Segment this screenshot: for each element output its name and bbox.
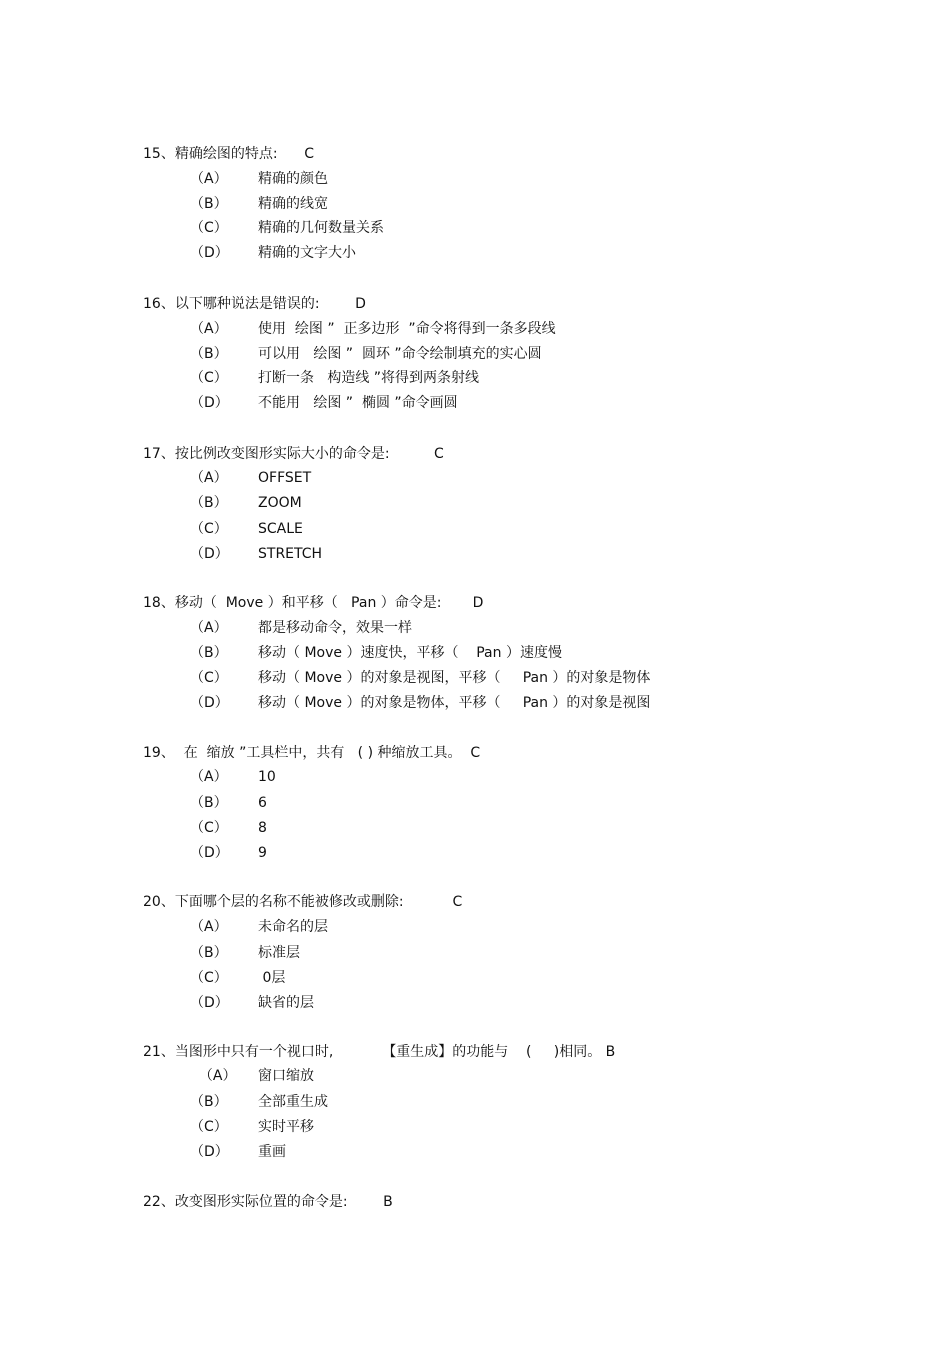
option-text: 标准层 [258, 945, 300, 961]
option-label: （B） [190, 196, 228, 212]
option-label: （A） [190, 1068, 237, 1084]
option-label: （A） [190, 470, 228, 486]
option-text: 实时平移 [258, 1119, 314, 1135]
answer-key: C [470, 745, 481, 761]
spacer [348, 1194, 384, 1210]
option-label: （D） [190, 695, 229, 711]
option-text: 移动（ Move ）的对象是物体，平移（ Pan ）的对象是视图 [258, 695, 651, 711]
option-label: （A） [190, 321, 228, 337]
question-text: 19、 在 缩放 ”工具栏中，共有 ( ) 种缩放工具。 [143, 745, 462, 761]
option-label: （B） [190, 945, 228, 961]
option-text: 可以用 绘图 ” 圆环 ”命令绘制填充的实心圆 [258, 346, 542, 362]
option-label: （A） [190, 171, 228, 187]
spacer [404, 894, 453, 910]
option-label: （D） [190, 245, 229, 261]
option-label: （B） [190, 495, 228, 511]
option-text: 全部重生成 [258, 1094, 328, 1110]
option-text: SCALE [258, 521, 303, 537]
option-text: 移动（ Move ）速度快，平移（ Pan ）速度慢 [258, 645, 562, 661]
option-text: STRETCH [258, 546, 323, 562]
option-text: 精确的几何数量关系 [258, 220, 384, 236]
option-text: OFFSET [258, 470, 312, 486]
option-label: （C） [190, 370, 228, 386]
option-text: 重画 [258, 1144, 286, 1160]
option-text: ZOOM [258, 495, 302, 511]
option-text: 窗口缩放 [258, 1068, 314, 1084]
option-text: 打断一条 构造线 ”将得到两条射线 [258, 370, 480, 386]
option-text: 未命名的层 [258, 919, 328, 935]
option-label: （C） [190, 1119, 228, 1135]
option-text: 缺省的层 [258, 995, 314, 1011]
option-text: 9 [258, 845, 267, 861]
option-label: （D） [190, 845, 229, 861]
question-stem [143, 892, 462, 912]
question-stem [143, 294, 366, 314]
option-label: （D） [190, 395, 229, 411]
option-label: （B） [190, 346, 228, 362]
question-stem [143, 743, 480, 763]
option-text: 6 [258, 795, 267, 811]
question-stem [143, 1192, 393, 1212]
answer-key: C [434, 446, 444, 462]
option-label: （D） [190, 995, 229, 1011]
answer-key: B [383, 1194, 393, 1210]
option-label: （A） [190, 919, 228, 935]
answer-key: C [304, 146, 315, 162]
option-text: 都是移动命令，效果一样 [258, 620, 412, 636]
option-label: （B） [190, 1094, 228, 1110]
question-stem [143, 144, 314, 164]
question-text: 20、下面哪个层的名称不能被修改或删除: [143, 894, 404, 910]
option-text: 0层 [258, 970, 286, 986]
option-label: （B） [190, 645, 228, 661]
spacer [320, 296, 356, 312]
option-label: （D） [190, 1144, 229, 1160]
option-text: 不能用 绘图 ” 椭圆 ”命令画圆 [258, 395, 458, 411]
question-text: 17、按比例改变图形实际大小的命令是: [143, 446, 390, 462]
question-text: 15、精确绘图的特点: [143, 146, 278, 162]
option-text: 8 [258, 820, 267, 836]
option-label: （C） [190, 220, 228, 236]
answer-key: B [605, 1044, 616, 1060]
question-text: 21、当图形中只有一个视口时, 【重生成】的功能与 ( )相同。 [143, 1044, 602, 1060]
question-text: 22、改变图形实际位置的命令是: [143, 1194, 348, 1210]
spacer [462, 745, 471, 761]
option-label: （C） [190, 521, 228, 537]
question-stem [143, 1042, 615, 1062]
spacer [390, 446, 435, 462]
question-text: 18、移动（ Move ）和平移（ Pan ）命令是: [143, 595, 442, 611]
spacer [278, 146, 305, 162]
option-label: （A） [190, 769, 228, 785]
option-text: 使用 绘图 ” 正多边形 ”命令将得到一条多段线 [258, 321, 556, 337]
option-text: 精确的文字大小 [258, 245, 356, 261]
option-label: （C） [190, 820, 228, 836]
answer-key: D [355, 296, 366, 312]
answer-key: D [472, 595, 484, 611]
option-text: 精确的线宽 [258, 196, 328, 212]
option-text: 移动（ Move ）的对象是视图，平移（ Pan ）的对象是物体 [258, 670, 651, 686]
option-text: 10 [258, 769, 276, 785]
option-label: （C） [190, 970, 228, 986]
option-label: （A） [190, 620, 228, 636]
option-label: （C） [190, 670, 228, 686]
option-text: 精确的颜色 [258, 171, 328, 187]
answer-key: C [452, 894, 463, 910]
spacer [442, 595, 473, 611]
question-stem [143, 593, 483, 613]
question-text: 16、以下哪种说法是错误的: [143, 296, 320, 312]
option-label: （D） [190, 546, 229, 562]
option-label: （B） [190, 795, 228, 811]
question-stem [143, 444, 444, 464]
